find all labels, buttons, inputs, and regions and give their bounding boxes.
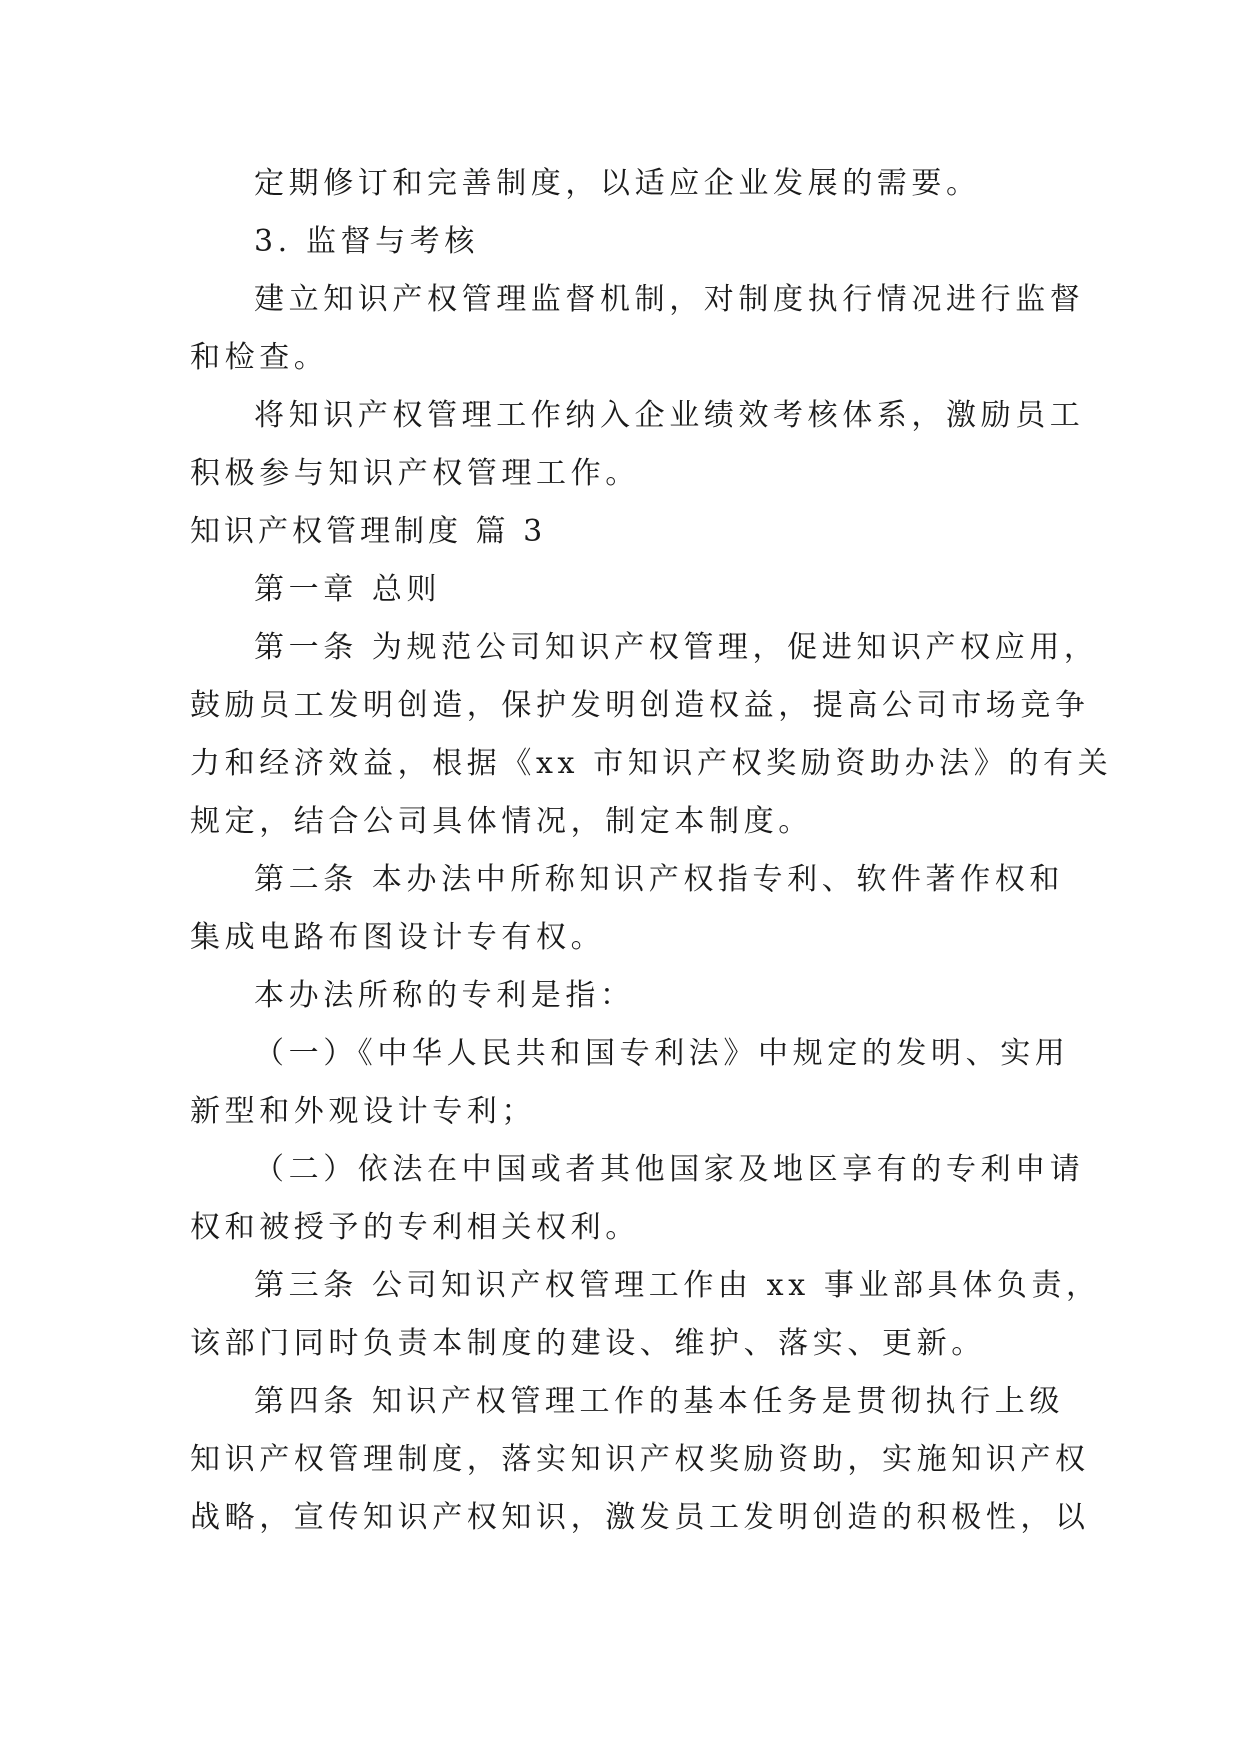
paragraph-line: 第一条 为规范公司知识产权管理，促进知识产权应用， [254, 630, 1099, 665]
paragraph-line: 第三条 公司知识产权管理工作由 xx 事业部具体负责， [254, 1268, 1101, 1303]
paragraph-line: 将知识产权管理工作纳入企业绩效考核体系，激励员工 [254, 398, 1085, 433]
paragraph-line: 力和经济效益，根据《xx 市知识产权奖励资助办法》的有关 [190, 746, 1113, 781]
paragraph-line: 该部门同时负责本制度的建设、维护、落实、更新。 [190, 1326, 986, 1361]
paragraph-line: 知识产权管理制度，落实知识产权奖励资助，实施知识产权 [190, 1442, 1090, 1477]
section-heading: 3. 监督与考核 [254, 224, 479, 259]
paragraph-line: 建立知识产权管理监督机制，对制度执行情况进行监督 [254, 282, 1085, 317]
paragraph-line: 本办法所称的专利是指： [254, 978, 635, 1013]
paragraph-line: 规定，结合公司具体情况，制定本制度。 [190, 804, 813, 839]
paragraph-line: 定期修订和完善制度，以适应企业发展的需要。 [254, 166, 981, 201]
paragraph-line: 权和被授予的专利相关权利。 [190, 1210, 640, 1245]
paragraph-line: 鼓励员工发明创造，保护发明创造权益，提高公司市场竞争 [190, 688, 1090, 723]
chapter-heading: 第一章 总则 [254, 572, 442, 607]
paragraph-line: 第四条 知识产权管理工作的基本任务是贯彻执行上级 [254, 1384, 1064, 1419]
paragraph-line: 集成电路布图设计专有权。 [190, 920, 606, 955]
paragraph-line: 新型和外观设计专利； [190, 1094, 536, 1129]
paragraph-line: 和检查。 [190, 340, 329, 375]
paragraph-line: （一）《中华人民共和国专利法》中规定的发明、实用 [254, 1036, 1070, 1071]
paragraph-line: （二）依法在中国或者其他国家及地区享有的专利申请 [254, 1152, 1085, 1187]
paragraph-line: 第二条 本办法中所称知识产权指专利、软件著作权和 [254, 862, 1064, 897]
paragraph-line: 战略，宣传知识产权知识，激发员工发明创造的积极性，以 [190, 1500, 1090, 1535]
paragraph-line: 积极参与知识产权管理工作。 [190, 456, 640, 491]
chapter-title: 知识产权管理制度 篇 3 [190, 514, 547, 549]
